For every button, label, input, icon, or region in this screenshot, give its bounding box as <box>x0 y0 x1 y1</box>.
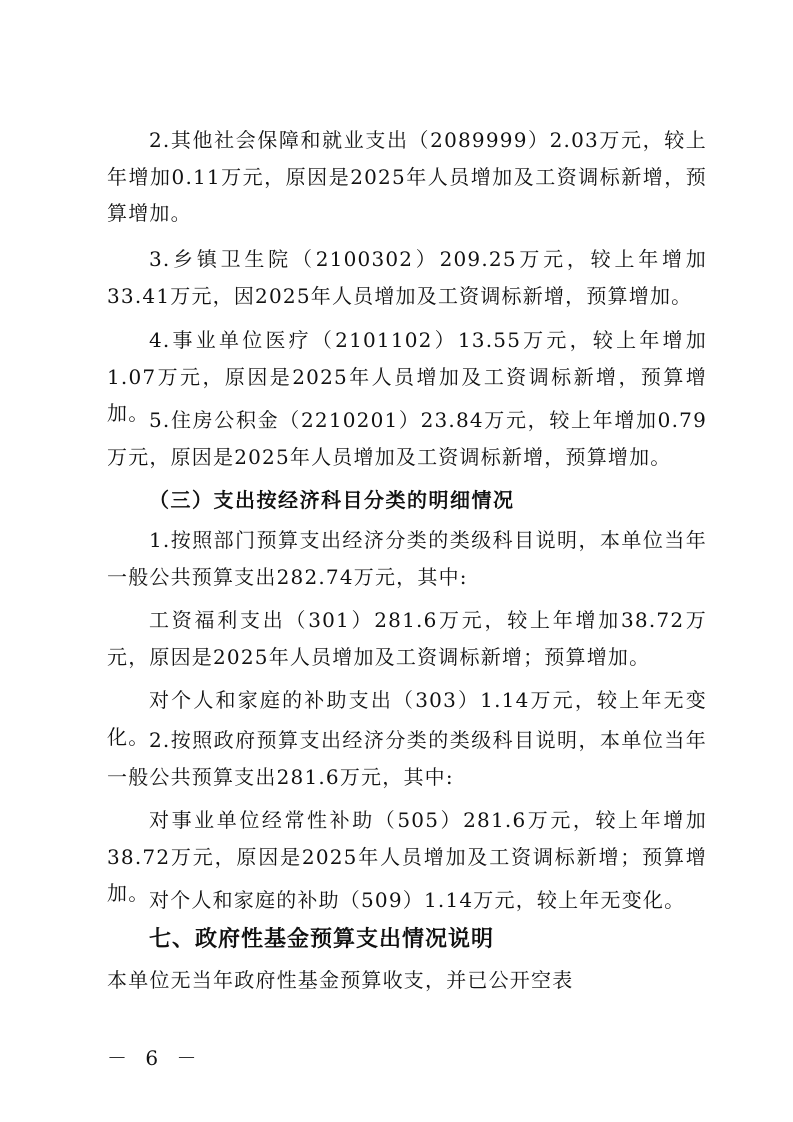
paragraph-government-budget: 2.按照政府预算支出经济分类的类级科目说明，本单位当年一般公共预算支出281.6万元，其中: <box>107 728 707 789</box>
page-number: － 6 － <box>107 1046 203 1070</box>
paragraph-township-hospital: 3.乡镇卫生院（2100302）209.25万元，较上年增加33.41万元，因2025年人员增加及工资调标新增，预算增加。 <box>107 247 707 308</box>
paragraph-individual-subsidy-509: 对个人和家庭的补助（509）1.14万元，较上年无变化。 <box>149 888 686 912</box>
section-heading-government-fund: 七、政府性基金预算支出情况说明 <box>149 927 495 952</box>
paragraph-salary-welfare: 工资福利支出（301）281.6万元，较上年增加38.72万元，原因是2025年人员增加及工资调标新增；预算增加。 <box>107 608 707 669</box>
paragraph-government-fund-note: 本单位无当年政府性基金预算收支，并已公开空表 <box>107 968 574 992</box>
paragraph-individual-subsidy-303: 对个人和家庭的补助支出（303）1.14万元，较上年无变化。 <box>107 688 707 749</box>
paragraph-other-social-security: 2.其他社会保障和就业支出（2089999）2.03万元，较上年增加0.11万元，原因是2025年人员增加及工资调标新增，预算增加。 <box>107 128 707 225</box>
section-heading-economic-classification: （三）支出按经济科目分类的明细情况 <box>149 488 515 512</box>
paragraph-department-budget: 1.按照部门预算支出经济分类的类级科目说明，本单位当年一般公共预算支出282.74万元，其中: <box>107 528 707 589</box>
paragraph-institution-subsidy-505: 对事业单位经常性补助（505）281.6万元，较上年增加38.72万元，原因是2025年人员增加及工资调标新增；预算增加。 <box>107 808 707 905</box>
paragraph-housing-fund: 5.住房公积金（2210201）23.84万元，较上年增加0.79万元，原因是2025年人员增加及工资调标新增，预算增加。 <box>107 408 707 469</box>
paragraph-institution-medical: 4.事业单位医疗（2101102）13.55万元，较上年增加1.07万元，原因是2025年人员增加及工资调标新增，预算增加。 <box>107 328 707 425</box>
